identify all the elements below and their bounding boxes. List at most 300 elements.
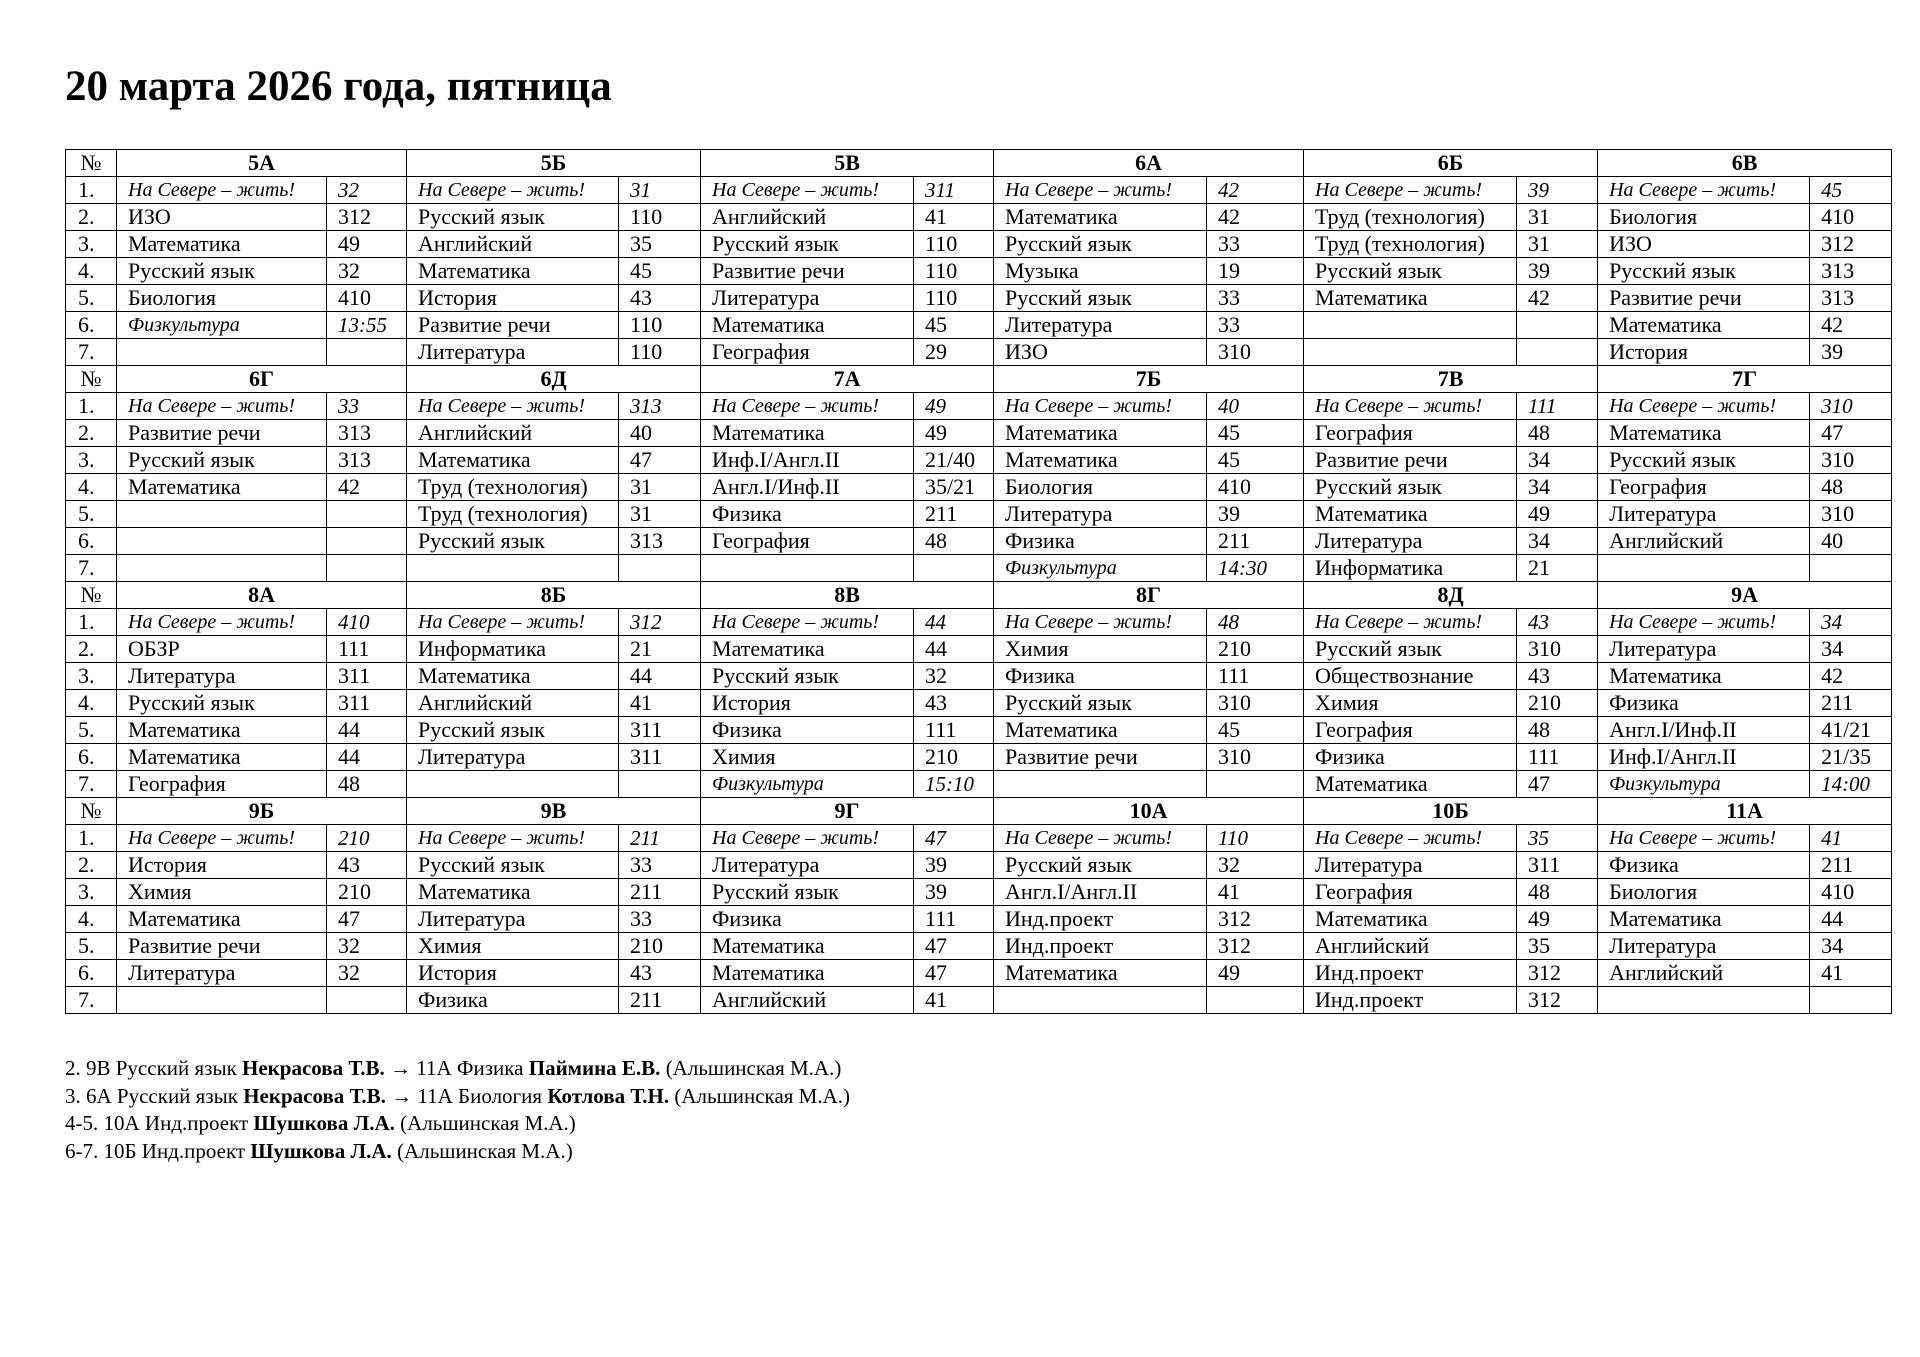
lesson-number: 7. — [66, 555, 117, 582]
subject-cell: Инд.проект — [994, 906, 1207, 933]
room-cell: 211 — [619, 879, 701, 906]
lesson-row — [66, 474, 1892, 501]
subject-cell — [407, 555, 619, 582]
room-cell: 49 — [914, 420, 994, 447]
room-cell — [619, 555, 701, 582]
lesson-row — [66, 987, 1892, 1014]
subject-cell: Математика — [994, 447, 1207, 474]
lesson-number: 4. — [66, 258, 117, 285]
room-cell: 310 — [1810, 393, 1892, 420]
room-cell: 43 — [327, 852, 407, 879]
room-cell: 32 — [327, 177, 407, 204]
subject-cell: Математика — [701, 420, 914, 447]
subject-cell: Биология — [1598, 879, 1810, 906]
room-cell: 48 — [914, 528, 994, 555]
lesson-number: 5. — [66, 285, 117, 312]
subject-cell: Русский язык — [994, 231, 1207, 258]
subject-cell — [117, 339, 327, 366]
subject-cell: Англ.I/Инф.II — [701, 474, 914, 501]
room-cell: 34 — [1517, 474, 1598, 501]
room-cell: 44 — [1810, 906, 1892, 933]
lesson-row — [66, 825, 1892, 852]
subject-cell: Русский язык — [117, 447, 327, 474]
lesson-row — [66, 933, 1892, 960]
class-name-header: 9Б — [117, 798, 407, 825]
subject-cell: География — [1304, 717, 1517, 744]
note-text: 6-7. 10Б Инд.проект — [65, 1138, 251, 1163]
room-cell: 39 — [914, 879, 994, 906]
class-name-header: 5А — [117, 150, 407, 177]
subject-cell: Физкультура — [1598, 771, 1810, 798]
room-cell: 48 — [1517, 717, 1598, 744]
room-cell: 110 — [619, 204, 701, 231]
room-cell: 312 — [1207, 933, 1304, 960]
subject-cell — [407, 771, 619, 798]
room-cell: 47 — [1810, 420, 1892, 447]
room-cell: 41 — [1810, 825, 1892, 852]
lesson-number: 7. — [66, 339, 117, 366]
room-cell: 39 — [1810, 339, 1892, 366]
room-cell: 42 — [1207, 177, 1304, 204]
class-header-row — [66, 798, 1892, 825]
room-cell: 45 — [914, 312, 994, 339]
subject-cell: Литература — [701, 852, 914, 879]
room-cell: 41 — [619, 690, 701, 717]
room-cell: 32 — [327, 933, 407, 960]
subject-cell: Труд (технология) — [1304, 204, 1517, 231]
room-cell: 111 — [1207, 663, 1304, 690]
replacement-notes — [65, 1055, 850, 1165]
subject-cell: Английский — [407, 690, 619, 717]
subject-cell: Математика — [1304, 906, 1517, 933]
room-cell: 111 — [914, 906, 994, 933]
room-cell: 312 — [1517, 960, 1598, 987]
subject-cell: Литература — [407, 339, 619, 366]
subject-cell: Математика — [407, 663, 619, 690]
lesson-row — [66, 717, 1892, 744]
note-text: → 11А Биология — [385, 1083, 548, 1108]
lesson-row — [66, 852, 1892, 879]
room-cell: 45 — [1207, 447, 1304, 474]
room-cell: 211 — [1207, 528, 1304, 555]
room-cell: 39 — [1517, 177, 1598, 204]
room-cell: 31 — [1517, 204, 1598, 231]
room-cell: 21/40 — [914, 447, 994, 474]
subject-cell: Русский язык — [1598, 447, 1810, 474]
lesson-number: 2. — [66, 420, 117, 447]
room-cell: 34 — [1810, 609, 1892, 636]
subject-cell: На Севере – жить! — [701, 177, 914, 204]
subject-cell: Химия — [1304, 690, 1517, 717]
room-cell: 47 — [914, 960, 994, 987]
subject-cell: История — [407, 285, 619, 312]
subject-cell — [1598, 555, 1810, 582]
subject-cell: Информатика — [407, 636, 619, 663]
lesson-row — [66, 312, 1892, 339]
note-text: (Альшинская М.А.) — [391, 1138, 573, 1163]
room-cell: 45 — [1207, 420, 1304, 447]
teacher-name: Некрасова Т.В. — [243, 1083, 386, 1108]
room-cell: 33 — [1207, 231, 1304, 258]
room-cell: 45 — [619, 258, 701, 285]
room-cell: 40 — [619, 420, 701, 447]
class-name-header: 5В — [701, 150, 994, 177]
room-cell: 311 — [619, 717, 701, 744]
lesson-row — [66, 771, 1892, 798]
subject-cell: На Севере – жить! — [407, 825, 619, 852]
room-cell: 13:55 — [327, 312, 407, 339]
room-cell: 42 — [1810, 663, 1892, 690]
subject-cell: ОБЗР — [117, 636, 327, 663]
subject-cell — [1304, 312, 1517, 339]
room-cell: 47 — [1517, 771, 1598, 798]
room-cell: 211 — [1810, 690, 1892, 717]
room-cell: 311 — [619, 744, 701, 771]
room-cell: 32 — [327, 960, 407, 987]
page-title: 20 марта 2026 года, пятница — [65, 63, 612, 110]
subject-cell: Литература — [117, 663, 327, 690]
class-name-header: 5Б — [407, 150, 701, 177]
subject-cell: Литература — [1598, 501, 1810, 528]
room-cell: 35/21 — [914, 474, 994, 501]
room-cell: 111 — [1517, 393, 1598, 420]
subject-cell: Физика — [1598, 690, 1810, 717]
subject-cell: История — [1598, 339, 1810, 366]
class-name-header: 6В — [1598, 150, 1892, 177]
room-cell: 44 — [327, 744, 407, 771]
subject-cell: Инд.проект — [1304, 960, 1517, 987]
subject-cell: Химия — [407, 933, 619, 960]
subject-cell: Труд (технология) — [1304, 231, 1517, 258]
lesson-number: 3. — [66, 231, 117, 258]
room-cell: 49 — [1517, 501, 1598, 528]
room-cell: 35 — [1517, 825, 1598, 852]
subject-cell: Русский язык — [701, 879, 914, 906]
room-cell: 33 — [619, 906, 701, 933]
subject-cell: Русский язык — [407, 852, 619, 879]
room-cell: 210 — [327, 879, 407, 906]
subject-cell: История — [407, 960, 619, 987]
subject-cell: Англ.I/Англ.II — [994, 879, 1207, 906]
class-name-header: 8Б — [407, 582, 701, 609]
subject-cell: Физика — [701, 906, 914, 933]
subject-cell: Информатика — [1304, 555, 1517, 582]
room-cell: 44 — [327, 717, 407, 744]
subject-cell: Математика — [994, 420, 1207, 447]
subject-cell: Русский язык — [407, 204, 619, 231]
subject-cell: Развитие речи — [117, 933, 327, 960]
subject-cell: Математика — [117, 906, 327, 933]
subject-cell: Русский язык — [117, 690, 327, 717]
lesson-row — [66, 177, 1892, 204]
lesson-number: 1. — [66, 393, 117, 420]
room-cell: 311 — [1517, 852, 1598, 879]
room-cell: 310 — [1810, 501, 1892, 528]
subject-cell: Математика — [407, 447, 619, 474]
subject-cell: На Севере – жить! — [1304, 177, 1517, 204]
note-text: 4-5. 10А Инд.проект — [65, 1111, 254, 1135]
room-cell: 48 — [1517, 420, 1598, 447]
subject-cell: Развитие речи — [701, 258, 914, 285]
subject-cell: Английский — [1598, 960, 1810, 987]
room-cell: 47 — [619, 447, 701, 474]
room-cell: 47 — [914, 933, 994, 960]
room-cell: 410 — [1810, 204, 1892, 231]
room-cell: 49 — [1517, 906, 1598, 933]
class-name-header: 10А — [994, 798, 1304, 825]
lesson-row — [66, 609, 1892, 636]
subject-cell: На Севере – жить! — [1304, 609, 1517, 636]
subject-cell: Русский язык — [994, 285, 1207, 312]
room-cell: 49 — [914, 393, 994, 420]
lesson-row — [66, 528, 1892, 555]
lesson-row — [66, 690, 1892, 717]
subject-cell — [1598, 987, 1810, 1014]
room-cell: 111 — [914, 717, 994, 744]
lesson-number: 5. — [66, 501, 117, 528]
subject-cell: Русский язык — [701, 231, 914, 258]
subject-cell: Развитие речи — [117, 420, 327, 447]
room-cell: 33 — [1207, 312, 1304, 339]
room-cell: 41 — [1207, 879, 1304, 906]
room-cell: 110 — [1207, 825, 1304, 852]
subject-cell: Русский язык — [1304, 474, 1517, 501]
subject-cell: Русский язык — [1304, 636, 1517, 663]
replacement-note — [65, 1110, 850, 1138]
room-cell: 32 — [914, 663, 994, 690]
subject-cell: Физкультура — [117, 312, 327, 339]
room-cell: 210 — [914, 744, 994, 771]
subject-cell: На Севере – жить! — [117, 393, 327, 420]
lesson-row — [66, 447, 1892, 474]
subject-cell: Математика — [1598, 420, 1810, 447]
subject-cell: На Севере – жить! — [1598, 393, 1810, 420]
room-cell: 39 — [914, 852, 994, 879]
subject-cell: На Севере – жить! — [994, 393, 1207, 420]
room-cell: 310 — [1207, 339, 1304, 366]
subject-cell: Литература — [407, 744, 619, 771]
subject-cell: Английский — [701, 204, 914, 231]
room-cell: 43 — [1517, 609, 1598, 636]
room-cell: 41 — [914, 204, 994, 231]
lesson-number: 6. — [66, 744, 117, 771]
lesson-number-header: № — [66, 150, 117, 177]
room-cell: 310 — [1207, 690, 1304, 717]
lesson-number: 7. — [66, 987, 117, 1014]
lesson-row — [66, 960, 1892, 987]
note-text: (Альшинская М.А.) — [394, 1111, 576, 1135]
subject-cell: Математика — [117, 744, 327, 771]
room-cell: 33 — [1207, 285, 1304, 312]
room-cell: 210 — [327, 825, 407, 852]
subject-cell: Русский язык — [407, 528, 619, 555]
lesson-number: 1. — [66, 825, 117, 852]
lesson-row — [66, 636, 1892, 663]
subject-cell: География — [701, 528, 914, 555]
room-cell: 110 — [914, 258, 994, 285]
subject-cell: На Севере – жить! — [117, 177, 327, 204]
lesson-number: 4. — [66, 474, 117, 501]
room-cell: 49 — [327, 231, 407, 258]
class-name-header: 11А — [1598, 798, 1892, 825]
room-cell — [1207, 987, 1304, 1014]
lesson-number-header: № — [66, 582, 117, 609]
lesson-number: 7. — [66, 771, 117, 798]
subject-cell: На Севере – жить! — [117, 609, 327, 636]
subject-cell: На Севере – жить! — [1598, 825, 1810, 852]
room-cell: 21 — [1517, 555, 1598, 582]
room-cell — [1810, 555, 1892, 582]
subject-cell: География — [1304, 879, 1517, 906]
subject-cell: Английский — [1598, 528, 1810, 555]
lesson-row — [66, 906, 1892, 933]
room-cell: 40 — [1207, 393, 1304, 420]
room-cell: 313 — [619, 393, 701, 420]
lesson-row — [66, 555, 1892, 582]
subject-cell: На Севере – жить! — [994, 825, 1207, 852]
subject-cell: Математика — [117, 231, 327, 258]
lesson-number: 4. — [66, 690, 117, 717]
room-cell — [619, 771, 701, 798]
schedule-table — [65, 149, 1892, 1014]
subject-cell: Русский язык — [117, 258, 327, 285]
subject-cell: На Севере – жить! — [1304, 825, 1517, 852]
teacher-name: Некрасова Т.В. — [242, 1056, 385, 1080]
subject-cell: Развитие речи — [994, 744, 1207, 771]
room-cell: 111 — [327, 636, 407, 663]
class-name-header: 7А — [701, 366, 994, 393]
lesson-number: 6. — [66, 312, 117, 339]
room-cell — [327, 987, 407, 1014]
lesson-row — [66, 420, 1892, 447]
replacement-note — [65, 1055, 850, 1083]
subject-cell: На Севере – жить! — [701, 393, 914, 420]
subject-cell — [117, 987, 327, 1014]
room-cell: 29 — [914, 339, 994, 366]
subject-cell: Математика — [701, 636, 914, 663]
room-cell: 43 — [914, 690, 994, 717]
lesson-number: 1. — [66, 609, 117, 636]
subject-cell: Русский язык — [1598, 258, 1810, 285]
subject-cell: География — [1304, 420, 1517, 447]
lesson-row — [66, 879, 1892, 906]
subject-cell: ИЗО — [117, 204, 327, 231]
subject-cell: Английский — [1304, 933, 1517, 960]
room-cell: 313 — [327, 420, 407, 447]
teacher-name: Котлова Т.Н. — [547, 1083, 670, 1108]
room-cell: 39 — [1517, 258, 1598, 285]
subject-cell: Развитие речи — [1598, 285, 1810, 312]
subject-cell: Музыка — [994, 258, 1207, 285]
room-cell: 33 — [327, 393, 407, 420]
room-cell: 312 — [1517, 987, 1598, 1014]
room-cell: 311 — [914, 177, 994, 204]
subject-cell: Математика — [407, 258, 619, 285]
room-cell — [1517, 339, 1598, 366]
subject-cell: На Севере – жить! — [994, 177, 1207, 204]
lesson-row — [66, 204, 1892, 231]
subject-cell: Физика — [1598, 852, 1810, 879]
room-cell: 48 — [327, 771, 407, 798]
class-name-header: 8А — [117, 582, 407, 609]
room-cell: 313 — [1810, 258, 1892, 285]
room-cell: 34 — [1810, 636, 1892, 663]
subject-cell: Литература — [701, 285, 914, 312]
room-cell: 40 — [1810, 528, 1892, 555]
class-name-header: 8Д — [1304, 582, 1598, 609]
subject-cell: На Севере – жить! — [701, 609, 914, 636]
room-cell: 312 — [327, 204, 407, 231]
subject-cell: ИЗО — [994, 339, 1207, 366]
room-cell: 42 — [327, 474, 407, 501]
room-cell: 31 — [619, 501, 701, 528]
room-cell: 32 — [327, 258, 407, 285]
room-cell: 19 — [1207, 258, 1304, 285]
subject-cell: Физкультура — [994, 555, 1207, 582]
room-cell: 41/21 — [1810, 717, 1892, 744]
room-cell: 211 — [1810, 852, 1892, 879]
class-name-header: 9Г — [701, 798, 994, 825]
subject-cell — [701, 555, 914, 582]
lesson-row — [66, 501, 1892, 528]
note-text: 3. 6А Русский язык — [65, 1083, 244, 1108]
room-cell: 410 — [1207, 474, 1304, 501]
subject-cell — [1304, 339, 1517, 366]
subject-cell: На Севере – жить! — [994, 609, 1207, 636]
subject-cell: Английский — [407, 420, 619, 447]
subject-cell: Инд.проект — [1304, 987, 1517, 1014]
class-name-header: 7Г — [1598, 366, 1892, 393]
subject-cell: Математика — [1598, 312, 1810, 339]
class-name-header: 10Б — [1304, 798, 1598, 825]
room-cell: 42 — [1517, 285, 1598, 312]
subject-cell: Математика — [117, 474, 327, 501]
room-cell — [1517, 312, 1598, 339]
subject-cell: Математика — [117, 717, 327, 744]
room-cell: 110 — [914, 231, 994, 258]
subject-cell — [117, 501, 327, 528]
note-text: → 11А Физика — [384, 1056, 529, 1080]
subject-cell: Математика — [701, 960, 914, 987]
subject-cell: Литература — [994, 501, 1207, 528]
subject-cell: Инф.I/Англ.II — [1598, 744, 1810, 771]
subject-cell: Химия — [117, 879, 327, 906]
class-name-header: 6Г — [117, 366, 407, 393]
lesson-number: 3. — [66, 447, 117, 474]
lesson-row — [66, 744, 1892, 771]
subject-cell: Английский — [701, 987, 914, 1014]
class-name-header: 9В — [407, 798, 701, 825]
subject-cell: На Севере – жить! — [1304, 393, 1517, 420]
room-cell — [327, 555, 407, 582]
room-cell: 313 — [619, 528, 701, 555]
subject-cell: На Севере – жить! — [407, 393, 619, 420]
lesson-number-header: № — [66, 798, 117, 825]
room-cell: 43 — [619, 285, 701, 312]
room-cell: 312 — [1810, 231, 1892, 258]
subject-cell: Химия — [701, 744, 914, 771]
note-text: (Альшинская М.А.) — [669, 1083, 851, 1108]
room-cell: 31 — [619, 474, 701, 501]
room-cell: 47 — [327, 906, 407, 933]
subject-cell: Обществознание — [1304, 663, 1517, 690]
room-cell: 32 — [1207, 852, 1304, 879]
room-cell — [327, 339, 407, 366]
room-cell: 310 — [1207, 744, 1304, 771]
room-cell: 41 — [914, 987, 994, 1014]
lesson-number: 3. — [66, 879, 117, 906]
subject-cell: Инф.I/Англ.II — [701, 447, 914, 474]
